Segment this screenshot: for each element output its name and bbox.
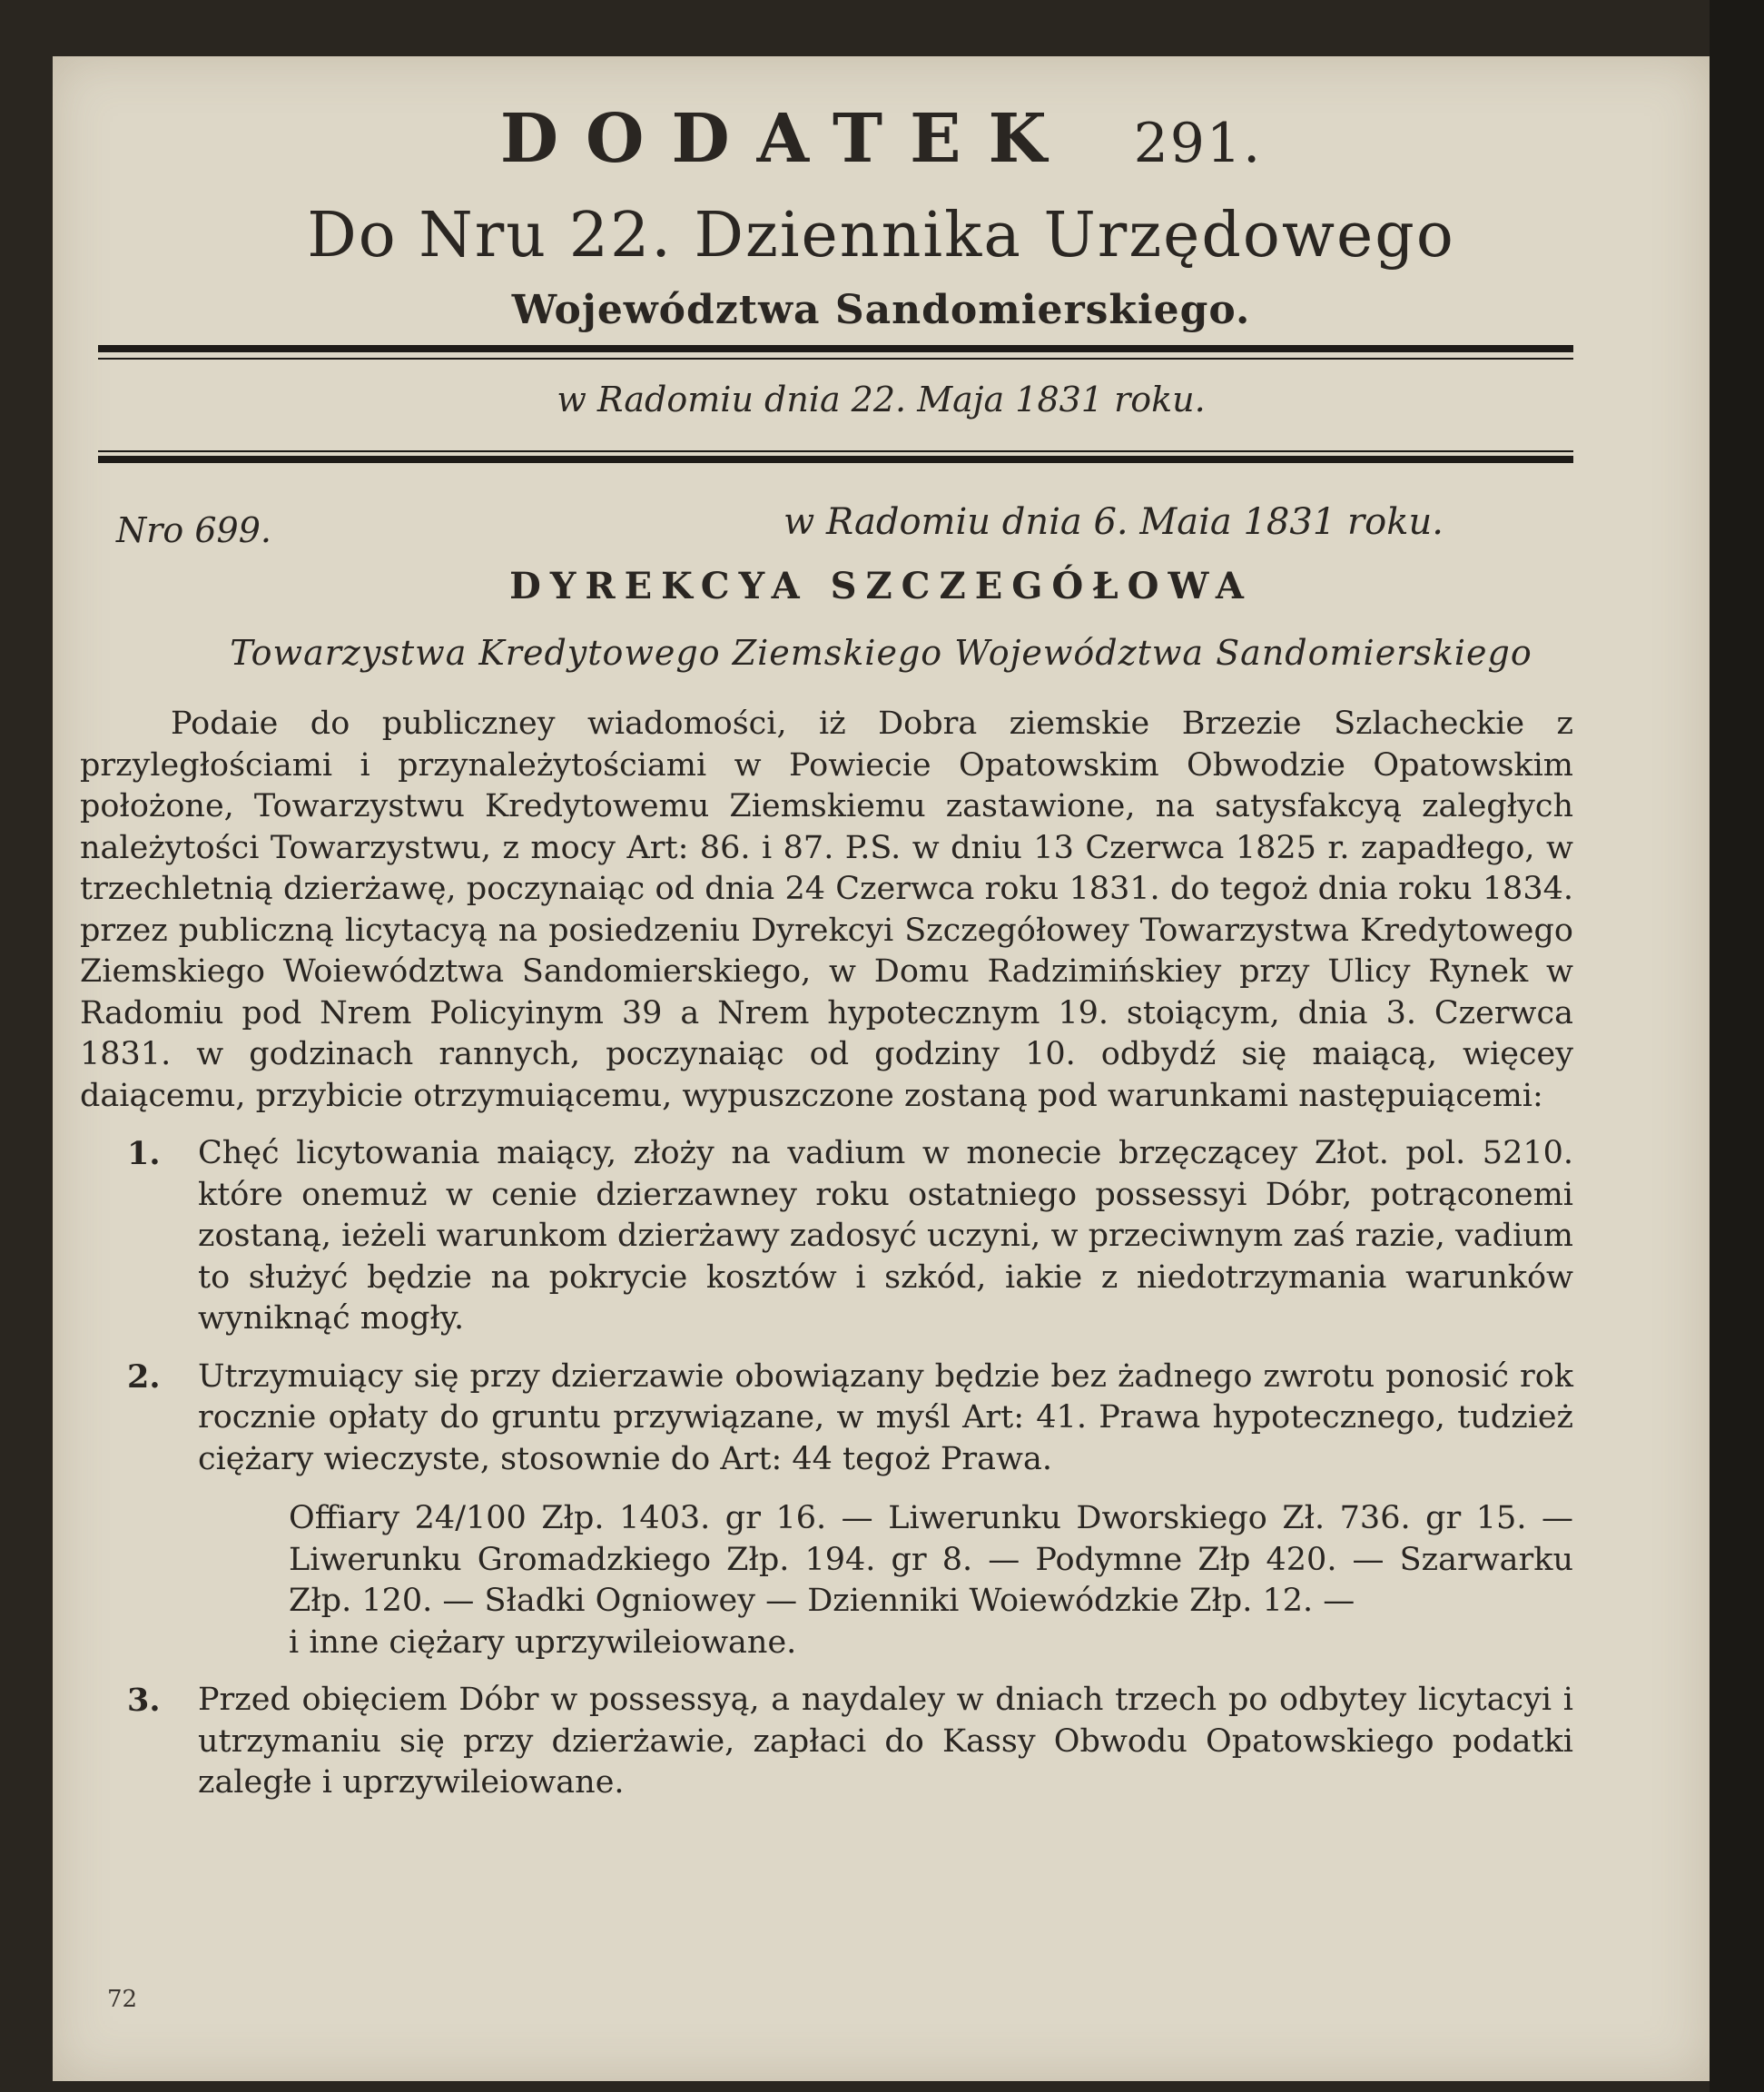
library-stamp: 72 — [107, 1986, 138, 2013]
notice-subheading: Towarzystwa Kredytowego Ziemskiego Województwa Sandomierskiego — [230, 633, 1532, 673]
masthead-region: Województwa Sandomierskiego. — [511, 287, 1251, 333]
notice-heading: DYREKCYA SZCZEGÓŁOWA — [509, 565, 1253, 607]
condition-number: 3. — [127, 1682, 161, 1719]
document-page — [53, 56, 1710, 2081]
condition-item — [80, 1357, 1573, 1481]
charges-list — [289, 1498, 1573, 1663]
page-edge — [1710, 0, 1764, 2092]
header-rule — [98, 345, 1573, 352]
condition-text: Utrzymuiący się przy dzierzawie obowiązany będzie bez żadnego zwrotu ponosić rok rocznie opłaty do gruntu przywiązane, w myśl Art: 41. Prawa hypotecznego, tudzież ciężary wieczyste, stosownie do Art: 44 tegoż Prawa. — [198, 1357, 1573, 1477]
condition-number: 1. — [127, 1135, 161, 1172]
date-rule-thin — [98, 450, 1573, 452]
header-rule-thin — [98, 358, 1573, 360]
intro-paragraph: Podaie do publiczney wiadomości, iż Dobra ziemskie Brzezie Szlacheckie z przyległościami i przynależytościami w Powiecie Opatowskim Obwodzie Opatowskim położone, Towarzystwu Kredytowemu Ziemskiemu zastawione, na satysfakcyą zaległych należytości Towarzystwu, z mocy Art: 86. i 87. P.S. w dniu 13 Czerwca 1825 r. zapadłego, w trzechletnią dzierżawę, poczynaiąc od dnia 24 Czerwca roku 1831. do tegoż dnia roku 1834. przez publiczną licytacyą na posiedzeniu Dyrekcyi Szczegółowey Towarzystwa Kredytowego Ziemskiego Woiewództwa Sandomierskiego, w Domu Radzimińskiey przy Ulicy Rynek w Radomiu pod Nrem Policyinym 39 a Nrem hypotecznym 19. stoiącym, dnia 3. Czerwca 1831. w godzinach rannych, poczynaiąc od godziny 10. odbydź się maiącą, więcey daiącemu, przybicie otrzymuiącemu, wypuszczone zostaną pod warunkami następuiącemi: — [80, 706, 1573, 1114]
page-number: 291. — [1133, 112, 1263, 175]
condition-item — [80, 1133, 1573, 1340]
notice-date: w Radomiu dnia 6. Maia 1831 roku. — [783, 501, 1444, 543]
title-text: DODATEK — [499, 100, 1074, 178]
condition-item — [80, 1680, 1573, 1804]
notice-body — [80, 704, 1573, 1804]
issue-date: w Radomiu dnia 22. Maja 1831 roku. — [557, 380, 1206, 419]
condition-number: 2. — [127, 1357, 161, 1396]
condition-text: Chęć licytowania maiący, złoży na vadium w monecie brzęczącey Złot. pol. 5210. które onemuż w cenie dzierzawney roku ostatniego possessyi Dóbr, potrąconemi zostaną, ieżeli warunkom dzierżawy zadosyć uczyni, w przeciwnym zaś razie, vadium to służyć będzie na pokrycie kosztów i szkód, iakie z niedotrzymania warunków wyniknąć mogły. — [198, 1135, 1573, 1337]
masthead-title — [53, 100, 1710, 178]
date-rule — [98, 456, 1573, 463]
charges-line: i inne ciężary uprzywileiowane. — [289, 1623, 797, 1661]
masthead-subtitle: Do Nru 22. Dziennika Urzędowego — [307, 200, 1455, 271]
notice-number: Nro 699. — [116, 510, 271, 550]
condition-text: Przed obięciem Dóbr w possessyą, a naydaley w dniach trzech po odbytey licytacyi i utrzymaniu się przy dzierżawie, zapłaci do Kassy Obwodu Opatowskiego podatki zaległe i uprzywileiowane. — [198, 1682, 1573, 1801]
charges-line: Offiary 24/100 Złp. 1403. gr 16. — Liwerunku Dworskiego Zł. 736. gr 15. — Liwerunku Gromadzkiego Złp. 194. gr 8. — Podymne Złp 420. — Szarwarku Złp. 120. — Sładki Ogniowey — Dzienniki Woiewódzkie Złp. 12. — — [289, 1500, 1573, 1619]
